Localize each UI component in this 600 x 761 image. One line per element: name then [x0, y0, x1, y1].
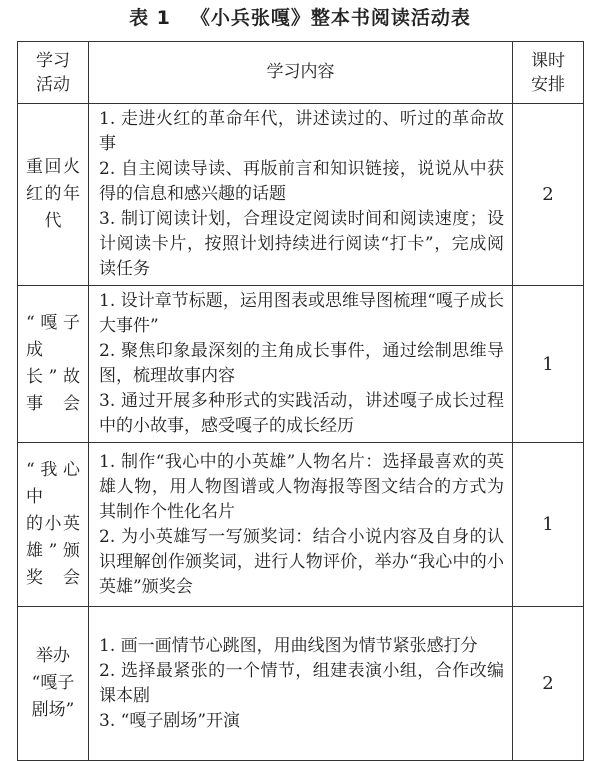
- activity-line: 代: [44, 211, 62, 231]
- activity-line: 长”故: [26, 367, 80, 387]
- header-activity: [18, 42, 89, 104]
- content-item: 2. 为小英雄写一写颁奖词：结合小说内容及自身的认识理解创作颁奖词，进行人物评价，举办“我心中的小英雄”颁奖会: [99, 526, 504, 597]
- table-title-text: 《小兵张嘎》整本书阅读活动表: [190, 7, 471, 29]
- activity-line: 雄”颁: [26, 541, 80, 561]
- table-row: [18, 286, 584, 443]
- header-content: 学习内容: [89, 42, 513, 104]
- content-cell: [89, 104, 513, 286]
- activity-cell: [18, 607, 89, 761]
- activity-line: 举办: [36, 646, 70, 666]
- content-item: 2. 自主阅读导读、再版前言和知识链接，说说从中获得的信息和感兴趣的话题: [99, 159, 504, 204]
- hours-cell: 1: [513, 443, 584, 607]
- header-hours-line: 安排: [531, 74, 565, 95]
- content-item: 1. 走进火红的革命年代，讲述读过的、听过的革命故事: [99, 109, 504, 154]
- header-hours-line: 课时: [531, 50, 565, 71]
- content-item: 2. 选择最紧张的一个情节，组建表演小组，合作改编课本剧: [99, 660, 504, 706]
- table-title: [0, 6, 600, 30]
- activity-line: 剧场”: [31, 700, 75, 720]
- table-row: [18, 443, 584, 607]
- header-activity-line: 活动: [36, 74, 70, 95]
- table-row: [18, 104, 584, 286]
- table-header-row: [18, 42, 584, 104]
- header-hours: [513, 42, 584, 104]
- content-item: 3. 通过开展多种形式的实践活动，讲述嘎子成长过程中的小故事，感受嘎子的成长经历: [99, 391, 504, 436]
- activity-line: “嘎子成: [26, 313, 80, 360]
- activity-line: 红的年: [26, 184, 80, 204]
- content-item: 1. 画一画情节心跳图，用曲线图为情节紧张感打分: [99, 635, 478, 656]
- content-item: 3. “嘎子剧场”开演: [99, 710, 241, 731]
- activity-line: 事会: [26, 394, 80, 414]
- content-cell: [89, 607, 513, 761]
- hours-cell: 2: [513, 607, 584, 761]
- content-item: 1. 制作“我心中的小英雄”人物名片：选择最喜欢的英雄人物，用人物图谱或人物海报等图文结合的方式为其制作个性化名片: [99, 451, 504, 522]
- header-activity-line: 学习: [36, 50, 70, 71]
- activity-line: 的小英: [26, 514, 80, 534]
- activity-line: 奖会: [26, 568, 80, 588]
- content-item: 2. 聚焦印象最深刻的主角成长事件，通过绘制思维导图，梳理故事内容: [99, 341, 504, 386]
- hours-cell: 1: [513, 286, 584, 443]
- activity-cell: [18, 286, 89, 443]
- activity-line: “嘎子: [31, 673, 75, 693]
- content-cell: [89, 443, 513, 607]
- content-cell: [89, 286, 513, 443]
- table-number: 表 1: [129, 7, 171, 29]
- activity-cell: [18, 443, 89, 607]
- activity-cell: [18, 104, 89, 286]
- table-row: [18, 607, 584, 761]
- content-item: 1. 设计章节标题，运用图表或思维导图梳理“嘎子成长大事件”: [99, 291, 504, 336]
- activity-line: “我心中: [26, 460, 80, 507]
- content-item: 3. 制订阅读计划，合理设定阅读时间和阅读速度；设计阅读卡片，按照计划持续进行阅读“打卡”，完成阅读任务: [99, 209, 504, 279]
- reading-activity-table: [17, 41, 584, 761]
- activity-line: 重回火: [26, 157, 80, 177]
- hours-cell: 2: [513, 104, 584, 286]
